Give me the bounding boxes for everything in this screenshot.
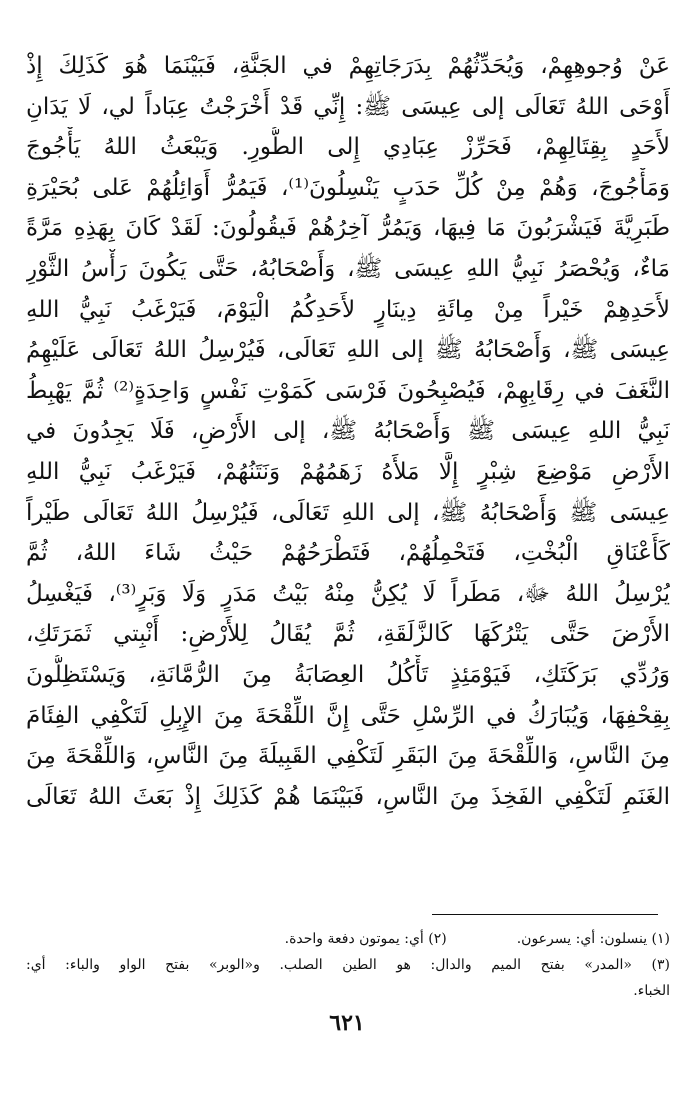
text-line: يُرْسِلُ اللهُ ﷻ، مَطَراً لَا يُكِنُّ مِنْهُ بَيْتُ مَدَرٍ وَلَا وَبَرٍ⁽³⁾، فَيَغْسِلُ: [26, 580, 670, 607]
page-number: ٦٢١: [329, 1010, 365, 1036]
text-line: أَوْحَى اللهُ تَعَالَى إلى عِيسَى ﷺ: إِنِّي قَدْ أَخْرَجْتُ عِبَاداً لي، لَا يَدَانِ: [26, 93, 670, 120]
footnote-3: (٣) «المدر» بفتح الميم والدال: هو الطين الصلب. و«الوبر» بفتح الواو والباء: أي:: [26, 957, 670, 973]
text-line: مَاءٌ، وَيُحْصَرُ نَبِيُّ اللهِ عِيسَى ﷺ، وَأَصْحَابُهُ، حَتَّى يَكُونَ رَأْسُ الثَّوْرِ: [26, 255, 670, 282]
footnote-3-continued: الخباء.: [633, 983, 670, 999]
footnote-2: (٢) أي: يموتون دفعة واحدة.: [284, 931, 447, 947]
text-line: النَّغَفَ في رِقَابِهِمْ، فَيُصْبِحُونَ فَرْسَى كَمَوْتِ نَفْسٍ وَاحِدَةٍ⁽²⁾ ثُمَّ يَهْبِطُ: [26, 377, 670, 404]
main-text: [26, 46, 670, 817]
text-line: لأَحَدِهِمْ خَيْراً مِنْ مِائَةِ دِينَارٍ لأَحَدِكُمُ الْيَوْمَ، فَيَرْغَبُ نَبِيُّ اللهِ: [26, 296, 670, 323]
footnote-1: (١) ينسلون: أي: يسرعون.: [516, 931, 670, 947]
text-line: وَمَأْجُوجَ، وَهُمْ مِنْ كُلِّ حَدَبٍ يَنْسِلُونَ⁽¹⁾، فَيَمُرُّ أَوَائِلُهُمْ عَلى بُحَيْرَةِ: [26, 174, 670, 201]
footnote-row: [26, 926, 670, 952]
text-line: الأَرْضِ مَوْضِعَ شِبْرٍ إِلَّا مَلأَهُ زَهَمُهُمْ وَنَتَنُهُمْ، فَيَرْغَبُ نَبِيُّ اللهِ: [26, 458, 670, 485]
text-line: الأَرْضَ حَتَّى يَتْرُكَهَا كَالزَّلَقَةِ، ثُمَّ يُقَالُ لِلأَرْضِ: أَنْبِتي ثَمَرَتَكِ،: [26, 621, 670, 648]
text-line: مِنَ النَّاسِ، وَاللِّقْحَةَ مِنَ البَقَرِ لَتَكْفِي القَبِيلَةَ مِنَ النَّاسِ، وَاللِّقْحَةَ مِنَ: [26, 743, 670, 770]
text-line: نَبِيُّ اللهِ عِيسَى ﷺ وَأَصْحَابُهُ ﷺ، إلى الأَرْضِ، فَلَا يَجِدُونَ في: [26, 418, 670, 445]
text-line: وَرُدِّي بَرَكَتَكِ، فَيَوْمَئِذٍ تَأْكُلُ العِصَابَةُ مِنَ الرُّمَّانَةِ، وَيَسْتَظِلُّونَ: [26, 661, 670, 688]
text-line: لأَحَدٍ بِقِتَالِهِمْ، فَحَرِّزْ عِبَادِي إِلى الطُّورِ. وَيَبْعَثُ اللهُ يَأْجُوجَ: [26, 134, 670, 161]
text-line: الغَنَمِ لَتَكْفِي الفَخِذَ مِنَ النَّاسِ، فَبَيْنَمَا هُمْ كَذَلِكَ إِذْ بَعَثَ اللهُ تَعَالَى: [26, 783, 670, 810]
text-line: بِقِحْفِهَا، وَيُبَارَكُ في الرِّسْلِ حَتَّى إِنَّ اللِّقْحَةَ مِنَ الإِبِلِ لَتَكْفِي الفِئَامَ: [26, 702, 670, 729]
footnote-divider: [432, 914, 658, 915]
text-line: عَنْ وُجوهِهِمْ، وَيُحَدِّثُهُمْ بِدَرَجَاتِهِمْ في الجَنَّةِ، فَبَيْنَمَا هُوَ كَذَلِكَ إِذْ: [26, 53, 670, 79]
footnotes: [26, 926, 670, 1004]
text-line: طَبَرِيَّةَ فَيَشْرَبُونَ مَا فِيهَا، وَيَمُرُّ آخِرُهُمْ فَيقُولُونَ: لَقَدْ كَانَ بِهَذِهِ مَرَّةً: [26, 215, 670, 242]
text-line: كَأَعْنَاقِ الْبُخْتِ، فَتَحْمِلُهُمْ، فَتَطْرَحُهُمْ حَيْثُ شَاءَ اللهُ، ثُمَّ: [26, 540, 670, 567]
text-line: عِيسَى ﷺ، وَأَصْحَابُهُ ﷺ إلى اللهِ تَعَالَى، فَيُرْسِلُ اللهُ تَعَالَى عَلَيْهِمُ: [26, 337, 670, 364]
text-line: عِيسَى ﷺ وَأَصْحَابُهُ ﷺ، إلى اللهِ تَعَالَى، فَيُرْسِلُ اللهُ تَعَالَى طَيْراً: [26, 499, 670, 526]
